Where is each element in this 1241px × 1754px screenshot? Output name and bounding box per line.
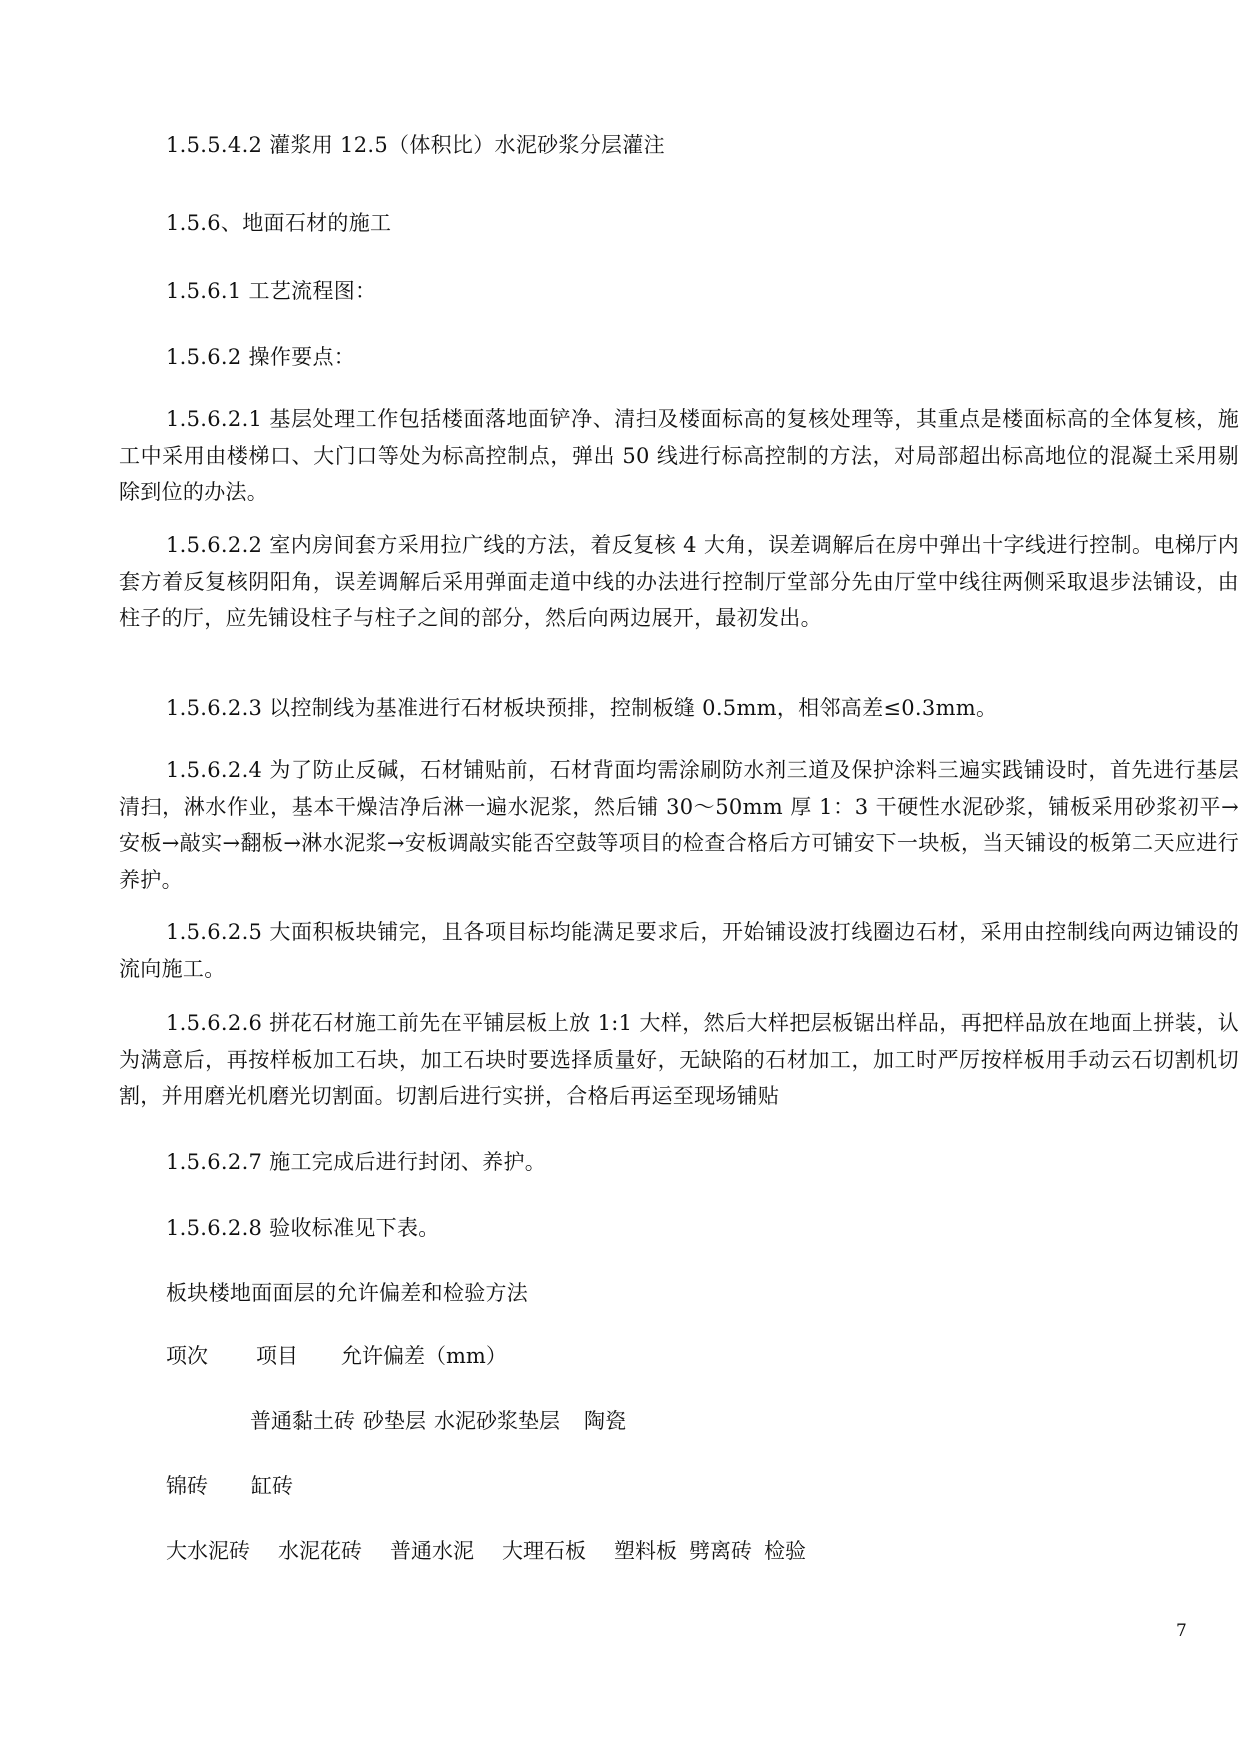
- table-cell: 缸砖: [251, 1474, 293, 1498]
- table-row: [166, 1537, 806, 1565]
- table-cell: 大理石板: [502, 1539, 586, 1563]
- paragraph-1-5-6-2-8: 1.5.6.2.8 验收标准见下表。: [166, 1216, 440, 1240]
- paragraph-1-5-6-2-5: 1.5.6.2.5 大面积板块铺完，且各项目标均能满足要求后，开始铺设波打线圈边石材，采用由控制线向两边铺设的流向施工。: [119, 920, 1239, 981]
- table-cell: 塑料板: [614, 1539, 677, 1563]
- table-cell: 大水泥砖: [166, 1539, 250, 1563]
- table-title: 板块楼地面面层的允许偏差和检验方法: [166, 1281, 529, 1305]
- section-heading-1-5-5-4-2: 1.5.5.4.2 灌浆用 12.5（体积比）水泥砂浆分层灌注: [166, 133, 665, 157]
- paragraph-1-5-6-2-6: 1.5.6.2.6 拼花石材施工前先在平铺层板上放 1:1 大样，然后大样把层板锯出样品，再把样品放在地面上拼装，认为满意后，再按样板加工石块，加工石块时要选择质量好，无缺陷的石材加工，加工时严厉按样板用手动云石切割机切割，并用磨光机磨光切割面。切割后进行实拼，合格后再运至现场铺贴: [119, 1011, 1239, 1108]
- table-cell: 项目: [256, 1344, 298, 1368]
- table-cell: 普通黏土砖: [250, 1409, 355, 1433]
- section-heading-1-5-6-1: 1.5.6.1 工艺流程图：: [166, 279, 377, 303]
- table-cell: 项次: [166, 1344, 208, 1368]
- table-cell: 劈离砖: [689, 1539, 752, 1563]
- section-heading-1-5-6: 1.5.6、地面石材的施工: [166, 211, 392, 235]
- table-cell: 陶瓷: [584, 1409, 626, 1433]
- table-cell: 砂垫层: [363, 1409, 426, 1433]
- table-cell: 水泥砂浆垫层: [434, 1409, 560, 1433]
- table-cell: 普通水泥: [390, 1539, 474, 1563]
- page-number: 7: [1176, 1621, 1187, 1641]
- paragraph-1-5-6-2-2: 1.5.6.2.2 室内房间套方采用拉广线的方法，着反复核 4 大角，误差调解后在房中弹出十字线进行控制。电梯厅内套方着反复核阴阳角，误差调解后采用弹面走道中线的办法进行控制厅堂部分先由厅堂中线往两侧采取退步法铺设，由柱子的厅，应先铺设柱子与柱子之间的部分，然后向两边展开，最初发出。: [119, 533, 1239, 630]
- table-row: [166, 1472, 323, 1500]
- table-header-row: [166, 1342, 537, 1370]
- table-cell: 水泥花砖: [278, 1539, 362, 1563]
- table-cell: 锦砖: [166, 1474, 208, 1498]
- paragraph-1-5-6-2-1: 1.5.6.2.1 基层处理工作包括楼面落地面铲净、清扫及楼面标高的复核处理等，其重点是楼面标高的全体复核，施工中采用由楼梯口、大门口等处为标高控制点，弹出 50 线进行标高控制的方法，对局部超出标高地位的混凝土采用剔除到位的办法。: [119, 407, 1239, 504]
- paragraph-1-5-6-2-4: 1.5.6.2.4 为了防止反碱，石材铺贴前，石材背面均需涂刷防水剂三道及保护涂料三遍实践铺设时，首先进行基层清扫，淋水作业，基本干燥洁净后淋一遍水泥浆，然后铺 30～50mm 厚 1：3 干硬性水泥砂浆，铺板采用砂浆初平→安板→敲实→翻板→淋水泥浆→安板调敲实能否空鼓等项目的检查合格后方可铺安下一块板，当天铺设的板第二天应进行养护。: [119, 758, 1239, 892]
- table-subheader-row: [250, 1407, 656, 1435]
- paragraph-1-5-6-2-7: 1.5.6.2.7 施工完成后进行封闭、养护。: [166, 1150, 547, 1174]
- paragraph-1-5-6-2-3: 1.5.6.2.3 以控制线为基准进行石材板块预排，控制板缝 0.5mm，相邻高差≤0.3mm。: [166, 696, 998, 720]
- table-cell: 检验: [764, 1539, 806, 1563]
- table-cell: 允许偏差（mm）: [341, 1344, 507, 1368]
- section-heading-1-5-6-2: 1.5.6.2 操作要点：: [166, 345, 356, 369]
